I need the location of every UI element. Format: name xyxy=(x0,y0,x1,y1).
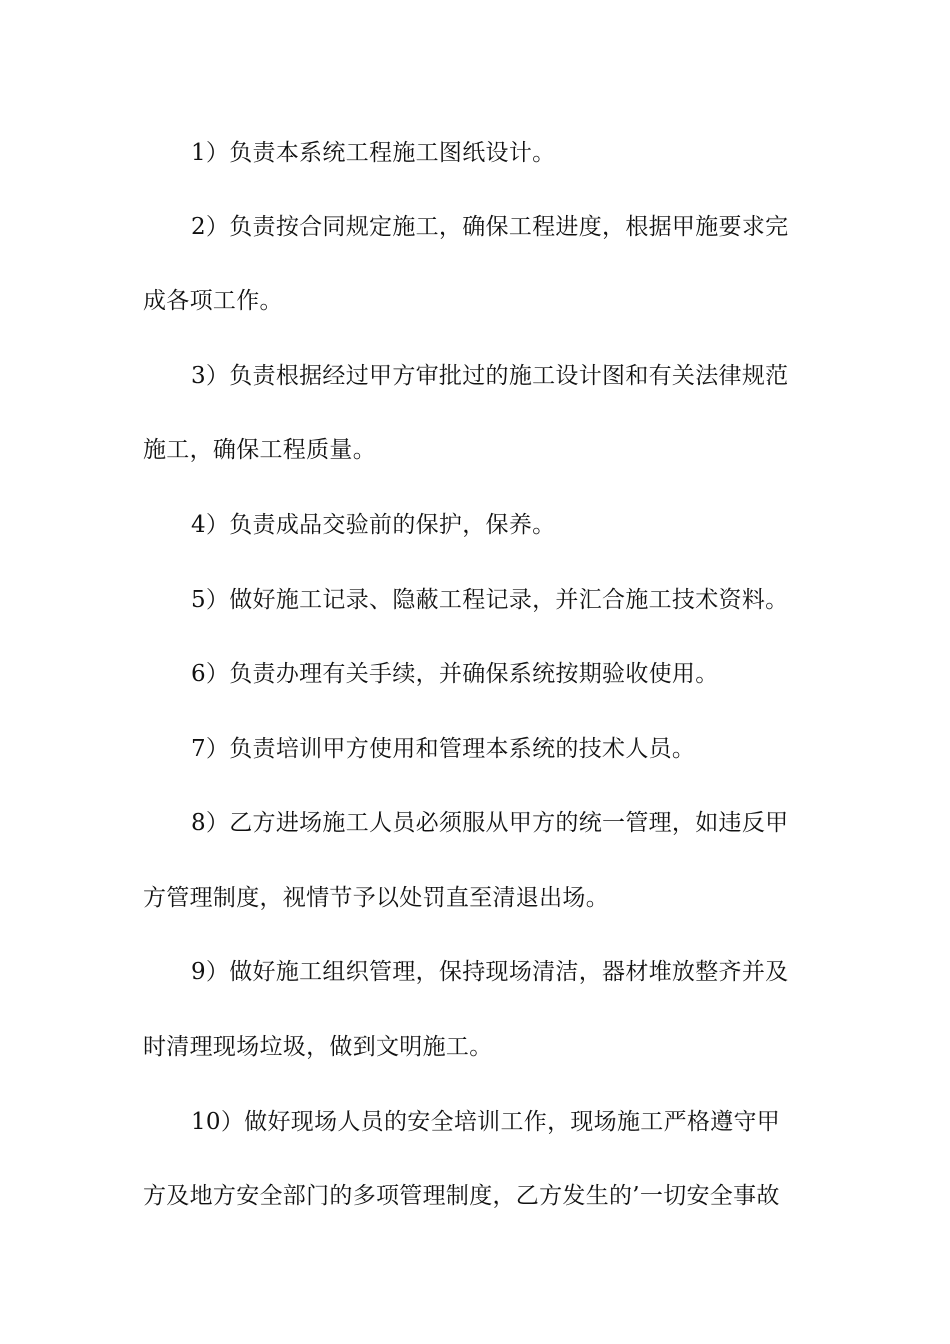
paragraph-10-line-1: 10）做好现场人员的安全培训工作，现场施工严格遵守甲 xyxy=(191,1109,781,1135)
paragraph-9-line-2: 时清理现场垃圾，做到文明施工。 xyxy=(143,1034,493,1060)
paragraph-6-line-1: 6）负责办理有关手续，并确保系统按期验收使用。 xyxy=(191,661,719,687)
paragraph-1-line-1: 1）负责本系统工程施工图纸设计。 xyxy=(191,140,556,166)
paragraph-3-line-2: 施工，确保工程质量。 xyxy=(143,437,376,463)
paragraph-2-line-1: 2）负责按合同规定施工，确保工程进度，根据甲施要求完 xyxy=(191,214,789,240)
paragraph-8-line-2: 方管理制度，视情节予以处罚直至清退出场。 xyxy=(143,885,609,911)
paragraph-5-line-1: 5）做好施工记录、隐蔽工程记录，并汇合施工技术资料。 xyxy=(191,587,789,613)
paragraph-8-line-1: 8）乙方进场施工人员必须服从甲方的统一管理，如违反甲 xyxy=(191,810,789,836)
paragraph-2-line-2: 成各项工作。 xyxy=(143,288,283,314)
paragraph-9-line-1: 9）做好施工组织管理，保持现场清洁，器材堆放整齐并及 xyxy=(191,959,789,985)
paragraph-10-line-2: 方及地方安全部门的多项管理制度，乙方发生的’一切安全事故 xyxy=(143,1183,780,1209)
paragraph-7-line-1: 7）负责培训甲方使用和管理本系统的技术人员。 xyxy=(191,736,696,762)
paragraph-4-line-1: 4）负责成品交验前的保护，保养。 xyxy=(191,512,556,538)
paragraph-3-line-1: 3）负责根据经过甲方审批过的施工设计图和有关法律规范 xyxy=(191,363,789,389)
